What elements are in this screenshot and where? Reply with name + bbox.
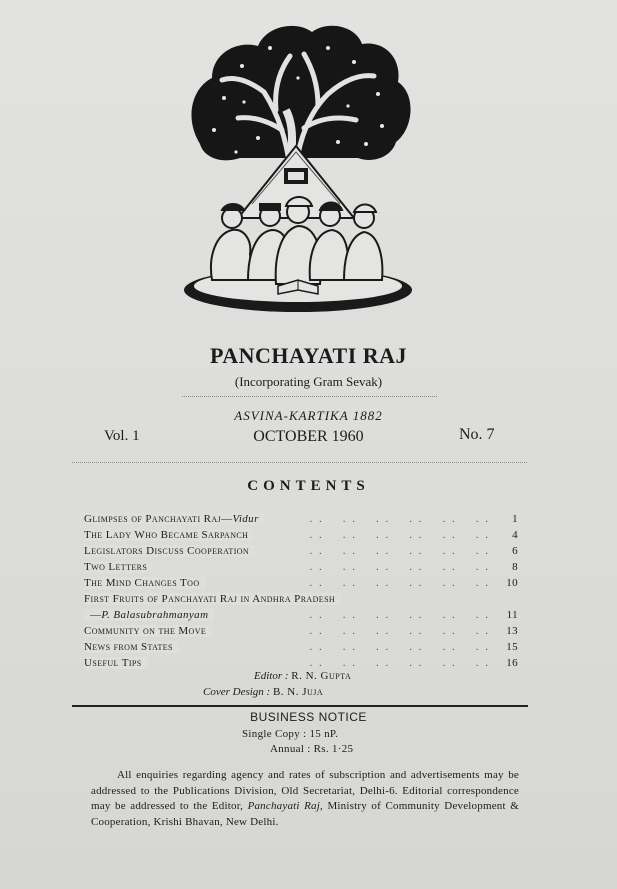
- toc-author: P. Balasubrahmanyam: [101, 609, 209, 621]
- volume-label: Vol. 1: [104, 428, 140, 444]
- issue-month: OCTOBER 1960: [253, 428, 364, 445]
- toc-page: 13: [506, 625, 518, 637]
- divider: [72, 705, 528, 707]
- toc-title: The Mind Changes Too: [84, 577, 200, 589]
- magazine-subtitle: (Incorporating Gram Sevak): [234, 374, 383, 389]
- table-of-contents: [84, 511, 518, 671]
- magazine-title: PANCHAYATI RAJ: [209, 343, 408, 368]
- toc-item: . . . . . . . . . . . . The Lady Who Became Sarpanch 4: [84, 529, 518, 541]
- editor-label: Editor :: [254, 670, 289, 682]
- single-copy-value: 15 nP.: [309, 728, 339, 740]
- issue-period: ASVINA-KARTIKA 1882: [234, 408, 383, 423]
- toc-item: . . . . . . . . . . . . News from States 15: [84, 641, 518, 653]
- toc-title: Community on the Move: [84, 625, 207, 637]
- toc-page: 4: [512, 529, 518, 541]
- cover-designer-name: B. N. Juja: [272, 686, 324, 698]
- toc-page: 15: [506, 641, 518, 653]
- notice-text: All enquiries regarding agency and rates of subscription and advertisements may be addressed to the Publications Division, Old Secretariat, Delhi-6. Editorial correspondence may be addressed to the Editor,: [91, 769, 519, 812]
- business-notice-heading: BUSINESS NOTICE: [250, 710, 367, 724]
- contents-heading: CONTENTS: [247, 478, 370, 494]
- annual-label: Annual :: [270, 743, 311, 755]
- divider: [72, 462, 527, 463]
- cover-design-credit: [0, 686, 617, 698]
- toc-page: 1: [512, 513, 518, 525]
- editor-credit: [0, 670, 617, 682]
- single-copy-label: Single Copy :: [242, 728, 307, 740]
- toc-title: News from States: [84, 641, 173, 653]
- tree-village-emblem: [178, 18, 418, 336]
- toc-page: 16: [506, 657, 518, 669]
- issue-number: No. 7: [459, 426, 495, 443]
- toc-page: 10: [506, 577, 518, 589]
- notice-text-end: Ministry of Community Development & Cooperation, Krishi Bhavan, New Delhi.: [91, 800, 519, 828]
- toc-title: Legislators Discuss Cooperation: [84, 545, 250, 557]
- toc-item: . . . . . . . . . . . . Two Letters 8: [84, 561, 518, 573]
- toc-title: —: [90, 609, 102, 621]
- single-copy-price: [242, 728, 338, 740]
- toc-item: . . . . . . . . . . . . Useful Tips 16: [84, 657, 518, 669]
- toc-item: . . . . . . . . . . . . —P. Balasubrahmanyam 11: [84, 607, 518, 623]
- toc-title: Useful Tips: [84, 657, 142, 669]
- toc-title: Two Letters: [84, 561, 148, 573]
- cover-design-label: Cover Design :: [203, 686, 271, 698]
- annual-value: Rs. 1·25: [313, 743, 354, 755]
- toc-item: . . . . . . . . . . . . Glimpses of Panchayati Raj—Vidur 1: [84, 513, 518, 525]
- toc-item: . . . . . . . . . . . . The Mind Changes Too 10: [84, 577, 518, 589]
- toc-item: [84, 591, 518, 607]
- toc-page: 8: [512, 561, 518, 573]
- toc-page: 6: [512, 545, 518, 557]
- toc-item: . . . . . . . . . . . . Community on the Move 13: [84, 625, 518, 637]
- toc-title: First Fruits of Panchayati Raj in Andhra Pradesh: [84, 593, 336, 605]
- business-notice-text: [91, 768, 519, 830]
- editor-name: R. N. Gupta: [291, 670, 352, 682]
- toc-author: Vidur: [232, 513, 259, 525]
- toc-title: Glimpses of Panchayati Raj—: [84, 513, 233, 525]
- toc-title: The Lady Who Became Sarpanch: [84, 529, 249, 541]
- toc-page: 11: [506, 609, 518, 621]
- divider: [182, 396, 437, 397]
- notice-magazine-name: Panchayati Raj,: [247, 800, 323, 812]
- toc-item: . . . . . . . . . . . . Legislators Discuss Cooperation 6: [84, 545, 518, 557]
- annual-price: [270, 743, 353, 755]
